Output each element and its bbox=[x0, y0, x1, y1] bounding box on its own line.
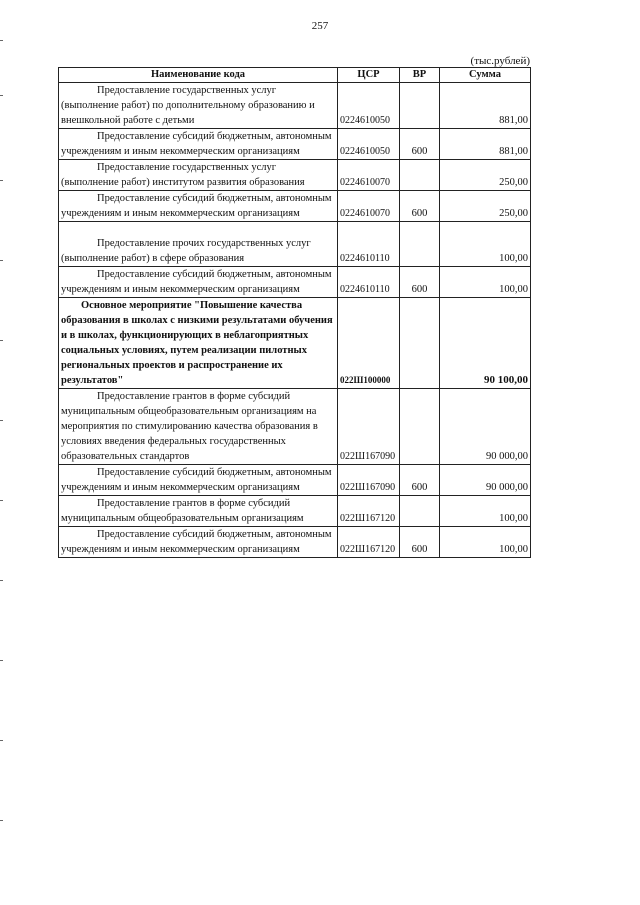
row-name-cell bbox=[59, 267, 338, 298]
row-sum: 100,00 bbox=[440, 222, 531, 267]
row-csr: 0224610110 bbox=[338, 222, 400, 267]
row-name: Предоставление государственных услуг (выполнение работ) институтом развития образования bbox=[61, 162, 305, 188]
row-sum: 881,00 bbox=[440, 129, 531, 160]
row-csr: 022Ш167090 bbox=[338, 389, 400, 465]
header-sum: Сумма bbox=[440, 68, 531, 83]
row-csr: 0224610050 bbox=[338, 83, 400, 129]
row-vr bbox=[400, 496, 440, 527]
row-name-cell bbox=[59, 527, 338, 558]
row-csr: 0224610070 bbox=[338, 160, 400, 191]
row-name-cell bbox=[59, 129, 338, 160]
row-vr: 600 bbox=[400, 129, 440, 160]
row-name: Предоставление субсидий бюджетным, автономным учреждениям и иным некоммерческим организациям bbox=[61, 529, 332, 555]
row-csr: 022Ш100000 bbox=[338, 298, 400, 389]
row-sum: 90 000,00 bbox=[440, 465, 531, 496]
row-name: Предоставление субсидий бюджетным, автономным учреждениям и иным некоммерческим организациям bbox=[61, 269, 332, 295]
row-vr: 600 bbox=[400, 191, 440, 222]
row-vr bbox=[400, 160, 440, 191]
row-name: Предоставление грантов в форме субсидий муниципальным общеобразовательным организациям на мероприятия по стимулированию качества образования в условиях введения федеральных государственных образовательных стандартов bbox=[61, 391, 318, 462]
row-name-cell bbox=[59, 465, 338, 496]
row-name-cell bbox=[59, 160, 338, 191]
margin-marks bbox=[0, 0, 4, 905]
row-name-cell bbox=[59, 496, 338, 527]
row-name-cell bbox=[59, 298, 338, 389]
row-csr: 022Ш167090 bbox=[338, 465, 400, 496]
row-vr: 600 bbox=[400, 465, 440, 496]
row-csr: 0224610070 bbox=[338, 191, 400, 222]
units-label: (тыс.рублей) bbox=[470, 55, 530, 67]
table-row bbox=[59, 389, 531, 465]
page-number: 257 bbox=[311, 20, 329, 32]
header-vr: ВР bbox=[400, 68, 440, 83]
table-row bbox=[59, 267, 531, 298]
row-name-cell bbox=[59, 389, 338, 465]
table-row bbox=[59, 222, 531, 267]
row-csr: 0224610050 bbox=[338, 129, 400, 160]
row-sum: 90 000,00 bbox=[440, 389, 531, 465]
header-csr: ЦСР bbox=[338, 68, 400, 83]
row-name-cell bbox=[59, 222, 338, 267]
row-csr: 022Ш167120 bbox=[338, 527, 400, 558]
row-vr bbox=[400, 389, 440, 465]
row-sum: 250,00 bbox=[440, 191, 531, 222]
table-row bbox=[59, 160, 531, 191]
table-row bbox=[59, 465, 531, 496]
table-row bbox=[59, 129, 531, 160]
budget-table bbox=[58, 67, 531, 558]
row-vr bbox=[400, 222, 440, 267]
row-name: Предоставление государственных услуг (выполнение работ) по дополнительному образованию и внешкольной работе с детьми bbox=[61, 85, 315, 126]
table-header-row bbox=[59, 68, 531, 83]
row-sum: 100,00 bbox=[440, 267, 531, 298]
row-sum: 100,00 bbox=[440, 496, 531, 527]
table-row bbox=[59, 83, 531, 129]
row-name: Основное мероприятие "Повышение качества образования в школах с низкими результатами обучения и в школах, функционирующих в неблагоприятных социальных условиях, путем реализации пилотных региональных проектов и распространение их результатов" bbox=[61, 300, 333, 386]
row-name: Предоставление субсидий бюджетным, автономным учреждениям и иным некоммерческим организациям bbox=[61, 467, 332, 493]
row-name: Предоставление грантов в форме субсидий муниципальным общеобразовательным организациям bbox=[61, 498, 304, 524]
row-vr bbox=[400, 298, 440, 389]
row-vr: 600 bbox=[400, 527, 440, 558]
row-vr: 600 bbox=[400, 267, 440, 298]
row-name: Предоставление субсидий бюджетным, автономным учреждениям и иным некоммерческим организациям bbox=[61, 131, 332, 157]
row-sum: 90 100,00 bbox=[440, 298, 531, 389]
row-sum: 881,00 bbox=[440, 83, 531, 129]
row-name-cell bbox=[59, 83, 338, 129]
table-row bbox=[59, 191, 531, 222]
row-sum: 250,00 bbox=[440, 160, 531, 191]
header-name: Наименование кода bbox=[59, 68, 338, 83]
table-row bbox=[59, 496, 531, 527]
row-name-cell bbox=[59, 191, 338, 222]
row-name: Предоставление субсидий бюджетным, автономным учреждениям и иным некоммерческим организациям bbox=[61, 193, 332, 219]
row-csr: 022Ш167120 bbox=[338, 496, 400, 527]
row-vr bbox=[400, 83, 440, 129]
row-sum: 100,00 bbox=[440, 527, 531, 558]
row-name: Предоставление прочих государственных услуг (выполнение работ) в сфере образования bbox=[61, 238, 311, 264]
table-row bbox=[59, 527, 531, 558]
table-body bbox=[59, 83, 531, 558]
table-row bbox=[59, 298, 531, 389]
row-csr: 0224610110 bbox=[338, 267, 400, 298]
